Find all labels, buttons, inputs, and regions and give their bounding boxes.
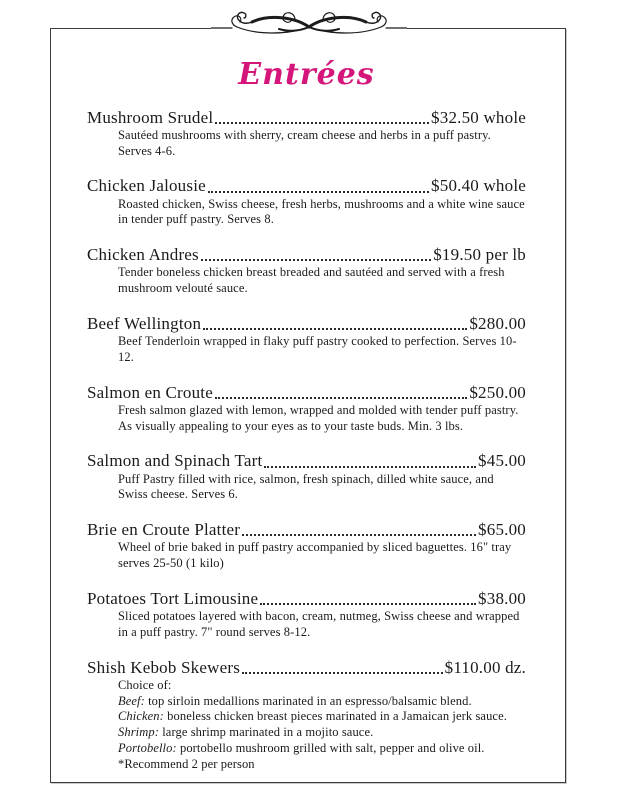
dot-leader xyxy=(260,603,476,605)
dot-leader xyxy=(242,534,476,536)
item-name: Salmon and Spinach Tart xyxy=(87,451,263,471)
item-description: Beef Tenderloin wrapped in flaky puff pastry cooked to perfection. Serves 10-12. xyxy=(118,334,517,364)
option-text: boneless chicken breast pieces marinated in a Jamaican jerk sauce. xyxy=(167,709,507,724)
item-title-row xyxy=(87,382,526,403)
option-text: large shrimp marinated in a mojito sauce. xyxy=(162,725,374,739)
item-price: $250.00 xyxy=(469,382,526,402)
item-title-row xyxy=(87,657,526,678)
item-description xyxy=(87,678,526,773)
dot-leader xyxy=(215,122,429,124)
serving-note: *Recommend 2 per person xyxy=(118,756,255,771)
option-label: Shrimp: xyxy=(118,725,159,739)
option-label: Beef: xyxy=(118,693,145,708)
item-price: $38.00 xyxy=(478,588,526,608)
option-label: Portobello: xyxy=(118,740,177,755)
menu-item xyxy=(87,175,526,228)
menu-item xyxy=(87,657,526,773)
item-description: Sliced potatoes layered with bacon, cream, nutmeg, Swiss cheese and wrapped in a puff pastry. 7" round serves 8-12. xyxy=(118,609,520,639)
menu-item xyxy=(87,107,526,160)
menu-item xyxy=(87,313,526,366)
item-price: $65.00 xyxy=(478,520,526,539)
menu-item xyxy=(87,450,526,503)
menu-title: Entrées xyxy=(238,57,375,92)
item-title-row xyxy=(87,588,526,609)
item-description: Fresh salmon glazed with lemon, wrapped and molded with tender puff pastry. As visually appealing to your eyes as to your taste buds. Min. 3 lbs. xyxy=(118,402,519,433)
item-name: Chicken Jalousie xyxy=(87,176,206,196)
menu-item xyxy=(87,244,526,297)
item-price: $50.40 whole xyxy=(431,176,526,196)
menu-item xyxy=(87,519,526,572)
item-price: $32.50 whole xyxy=(431,107,526,127)
item-name: Mushroom Srudel xyxy=(87,107,214,127)
item-name: Shish Kebob Skewers xyxy=(87,657,241,677)
item-title-row xyxy=(87,107,526,128)
option-line xyxy=(118,741,526,757)
option-text: top sirloin medallions marinated in an espresso/balsamic blend. xyxy=(148,693,472,708)
item-name: Beef Wellington xyxy=(87,313,202,333)
item-description: Wheel of brie baked in puff pastry accompanied by sliced baguettes. 16" tray serves 25-50 (1 kilo) xyxy=(118,540,512,570)
item-title-row xyxy=(87,175,526,196)
item-title-row xyxy=(87,244,526,265)
dot-leader xyxy=(215,397,467,399)
option-line xyxy=(118,694,526,710)
choice-header: Choice of: xyxy=(118,677,172,692)
item-name: Chicken Andres xyxy=(87,245,199,264)
option-text: portobello mushroom grilled with salt, pepper and olive oil. xyxy=(179,740,485,755)
option-line xyxy=(118,725,526,741)
item-description: Tender boneless chicken breast breaded and sautéed and served with a fresh mushroom velouté sauce. xyxy=(118,265,505,295)
item-title-row xyxy=(87,450,526,471)
dot-leader xyxy=(201,259,431,261)
item-price: $110.00 dz. xyxy=(444,657,526,677)
menu-item xyxy=(87,382,526,435)
option-line xyxy=(118,709,526,725)
item-price: $45.00 xyxy=(478,451,526,471)
dot-leader xyxy=(208,191,429,193)
item-price: $19.50 per lb xyxy=(433,245,526,264)
menu-content xyxy=(50,28,566,783)
dot-leader xyxy=(242,672,443,674)
item-name: Brie en Croute Platter xyxy=(87,520,241,539)
dot-leader xyxy=(264,466,476,468)
item-price: $280.00 xyxy=(469,313,526,333)
item-title-row xyxy=(87,313,526,334)
dot-leader xyxy=(203,328,467,330)
item-description: Roasted chicken, Swiss cheese, fresh herbs, mushrooms and a white wine sauce in tender puff pastry. Serves 8. xyxy=(118,196,525,227)
item-name: Salmon en Croute xyxy=(87,382,213,402)
item-description: Puff Pastry filled with rice, salmon, fresh spinach, dilled white sauce, and Swiss cheese. Serves 6. xyxy=(118,471,494,502)
item-title-row xyxy=(87,519,526,540)
menu-item xyxy=(87,588,526,641)
option-label: Chicken: xyxy=(118,709,164,724)
item-description: Sautéed mushrooms with sherry, cream cheese and herbs in a puff pastry. Serves 4-6. xyxy=(118,127,491,158)
item-name: Potatoes Tort Limousine xyxy=(87,588,259,608)
